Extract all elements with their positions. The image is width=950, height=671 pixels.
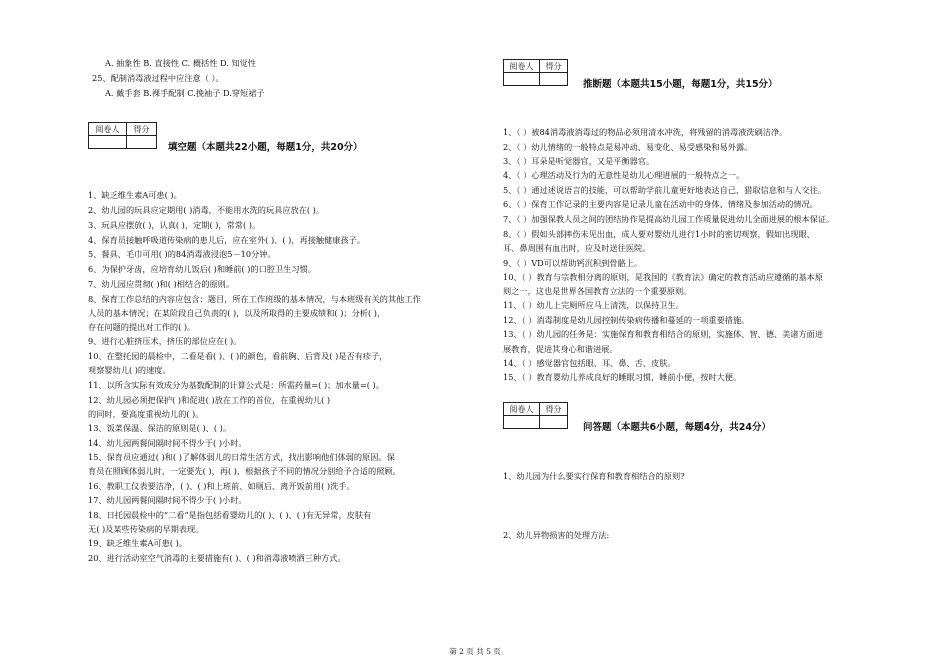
question-line: 人员的基本情况；在某阶段自己负责的( )，以及所取得的主要成绩和( )；分析( )， xyxy=(88,308,386,318)
reviewer-label: 阅卷人 xyxy=(89,123,127,136)
question-line: 10、在整托园的晨检中，二看是看( )、( )的颜色，看前胸、后背及( )是否有疹子， xyxy=(88,351,388,361)
question-line: 12、（ ）消毒制度是幼儿园控制传染病传播和蔓延的一项重要措施。 xyxy=(503,315,750,325)
question-line: 8、（ ）假如头部摔伤未见出血，成人要对婴幼儿进行1小时的密切观察，假如出现眼、 xyxy=(503,229,815,239)
reviewer-label: 阅卷人 xyxy=(504,403,540,416)
question-line: 5、（ ）通过述说语言的技能，可以帮助学前儿童更好地表达自己，猎取信息和与人交往。 xyxy=(503,185,827,195)
question-line: 1、（ ）被84消毒液消毒过的物品必须用清水冲洗，将残留的消毒液洗刷洁净。 xyxy=(503,127,788,137)
question-line: 8、保育工作总结的内容应包含：题目，所在工作班级的基本情况，与本班级有关的其他工作 xyxy=(88,294,421,304)
score-label: 得分 xyxy=(540,60,568,73)
qa-question-line: 2、幼儿异物损害的处理方法: xyxy=(503,530,610,540)
question-line: 13、（ ）幼儿园的任务是：实施保育和教育相结合的原则，实施体、智、德、美诸方面进 xyxy=(503,329,824,339)
qa-question-line: 1、幼儿园为什么要实行保育和教育相结合的原则? xyxy=(503,471,685,481)
question-line: 15、保育员应通过( )和( )了解体弱儿的日常生活方式，找出影响他们体弱的原因。保 xyxy=(88,452,395,462)
question-line: 9、进行心脏挤压术，挤压的部位应在( )。 xyxy=(88,336,242,346)
qa-score-box xyxy=(503,402,568,429)
question-line: 观察婴幼儿( )的速度。 xyxy=(88,365,171,375)
reviewer-cell xyxy=(504,73,540,86)
question-option-line: A. 戴手套 B.裸手配制 C.挽袖子 D.穿短裙子 xyxy=(105,88,265,98)
question-line: 6、为保护牙齿，应培育幼儿饭后( )和睡前( )的口腔卫生习惯。 xyxy=(88,264,316,274)
question-line: 3、玩具应摆放( )，认真( )，定期( )，常常( )。 xyxy=(88,220,261,230)
question-line: 14、（ ）感觉器官包括眼、耳、鼻、舌、皮肤。 xyxy=(503,358,676,368)
question-line: 耳、鼻周围有血出时，应及时送往医院。 xyxy=(503,243,651,253)
page-footer: 第 2 页 共 5 页 xyxy=(449,647,501,656)
score-cell xyxy=(540,416,568,429)
question-line: 育员在照顾体弱儿时，一定要先( )，再( )，根据孩子不同的情况分别给予合适的照顾。 xyxy=(88,466,401,476)
question-line: 10、（ ）教育与宗教相分离的原则，是我国的《教育法》确定的教育活动应遵循的基本原 xyxy=(503,272,824,282)
reviewer-cell xyxy=(89,136,127,149)
question-line: 2、（ ）幼儿情绪的一般特点是易冲动、易变化、易受感染和易外露。 xyxy=(503,142,753,152)
question-line: 20、进行活动室空气消毒的主要措施有( )、( )和消毒液喷洒三种方式。 xyxy=(88,553,346,563)
question-line: 1、缺乏维生素A可患( )。 xyxy=(88,190,182,200)
qa-section-title: 问答题（本题共6小题，每题4分，共24分） xyxy=(583,422,771,433)
question-line: 11、（ ）幼儿上完厕所应马上清洗，以保持卫生。 xyxy=(503,300,684,310)
question-line: 6、（ ）保育工作记录的主要内容是记录儿童在活动中的身体、情绪及参加活动的情况。 xyxy=(503,199,818,209)
question-line: 11、以所含实际有效成分为基数配制的计算公式是：所需药量=( )；加水量=( )。 xyxy=(88,380,384,390)
question-line: 则之一，这也是世界各国教育立法的一个重要原则。 xyxy=(503,286,692,296)
judge-score-box xyxy=(503,59,568,86)
question-line: 19、缺乏维生素A可患( )。 xyxy=(88,538,188,548)
question-line: 展教育，促进其身心和谐进展。 xyxy=(503,344,618,354)
question-line: 7、（ ）加强保教人员之间的团结协作是提高幼儿园工作质量促进幼儿全面进展的根本保证。 xyxy=(503,214,835,224)
question-line: 无( )及某些传染病的早期表现。 xyxy=(88,524,204,534)
question-line: 存在问题的提出对工作的( )。 xyxy=(88,322,196,332)
question-line: 13、饭菜保温、保洁的原则是( )、( )。 xyxy=(88,423,232,433)
question-line: 3、（ ）耳朵是听觉器官，又是平衡器官。 xyxy=(503,156,655,166)
fill-section-title: 填空题（本题共22小题，每题1分，共20分） xyxy=(168,142,363,153)
question-line: 15、（ ）教育婴幼儿养成良好的睡眠习惯，睡前小便，按时大便。 xyxy=(503,372,742,382)
question-line: 17、幼儿园两餐间隔时间不得少于( )小时。 xyxy=(88,495,247,505)
question-line: 12、幼儿园必须把保护( )和促进( )放在工作的首位，在重视幼儿( ) xyxy=(88,395,331,405)
question-line: 14、幼儿园两餐间隔时间不得少于( )小时。 xyxy=(88,438,247,448)
question-line: 7、幼儿园应贯彻( )和( )相结合的原则。 xyxy=(88,279,235,289)
question-line: 的同时，要高度重视幼儿的( )。 xyxy=(88,409,204,419)
question-line: 18、日托园晨检中的“二看”是指包括看婴幼儿的( )、( )、( )有无异常，皮肤有 xyxy=(88,510,372,520)
reviewer-cell xyxy=(504,416,540,429)
score-label: 得分 xyxy=(127,123,157,136)
score-label: 得分 xyxy=(540,403,568,416)
question-text: 25、配制消毒液过程中应注意（ ）。 xyxy=(92,73,224,83)
question-option-line: A. 抽象性 B. 直接性 C. 概括性 D. 知觉性 xyxy=(105,58,257,68)
question-line: 5、餐具、毛巾可用( )的84消毒液浸泡5－10分钟。 xyxy=(88,249,276,259)
question-line: 16、教职工仪表要洁净，( )、( )和上班前、如厕后、离开饭前用( )洗手。 xyxy=(88,481,355,491)
score-cell xyxy=(127,136,157,149)
score-cell xyxy=(540,73,568,86)
question-line: 9、（ ）VD可以帮助钙沉积到骨骼上。 xyxy=(503,258,643,268)
judge-section-title: 推断题（本题共15小题，每题1分，共15分） xyxy=(583,79,778,90)
question-line: 4、保育员接触呼吸道传染病的患儿后，应在室外( )、( )，再接触健康孩子。 xyxy=(88,235,366,245)
fill-score-box xyxy=(88,122,157,149)
reviewer-label: 阅卷人 xyxy=(504,60,540,73)
question-line: 4、（ ）心理活动及行为的无意性是幼儿心理进展的一般特点之一。 xyxy=(503,170,745,180)
question-line: 2、幼儿园的玩具应定期用( )消毒，不能用水洗的玩具应放在( )。 xyxy=(88,205,325,215)
